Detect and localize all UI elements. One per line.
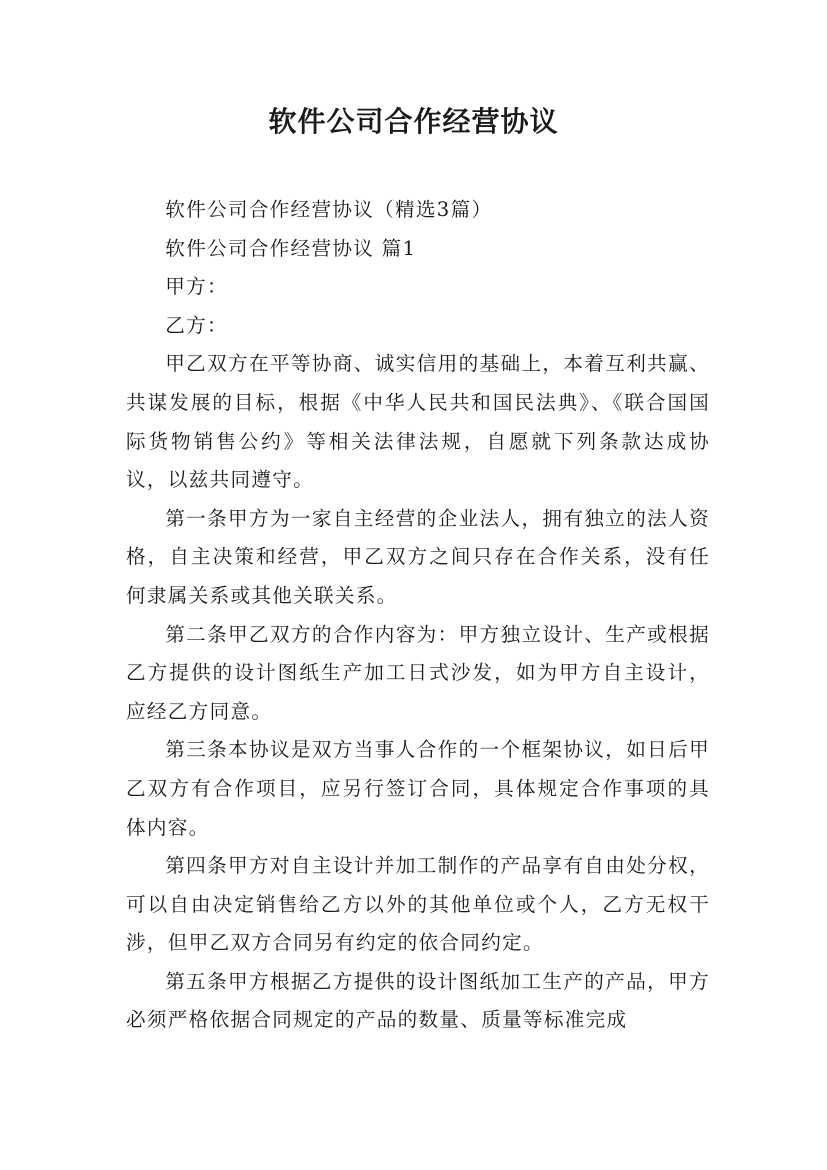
paragraph-preamble: 甲乙双方在平等协商、诚实信用的基础上，本着互利共赢、共谋发展的目标，根据《中华人民共和国民法典》、《联合国国际货物销售公约》等相关法律法规，自愿就下列条款达成协议，以兹共同遵守。 — [126, 352, 710, 492]
paragraph-article-2: 第二条甲乙双方的合作内容为：甲方独立设计、生产或根据乙方提供的设计图纸生产加工日式沙发，如为甲方自主设计，应经乙方同意。 — [126, 622, 710, 723]
paragraph-party-a: 甲方： — [165, 275, 228, 299]
paragraph-article-3: 第三条本协议是双方当事人合作的一个框架协议，如日后甲乙双方有合作项目，应另行签订合同，具体规定合作事项的具体内容。 — [126, 738, 710, 839]
paragraph-party-b: 乙方： — [165, 313, 228, 337]
paragraph-subtitle: 软件公司合作经营协议（精选3篇） — [165, 198, 493, 221]
paragraph-article-5: 第五条甲方根据乙方提供的设计图纸加工生产的产品，甲方必须严格依据合同规定的产品的数量、质量等标准完成 — [126, 969, 710, 1032]
paragraph-article-4: 第四条甲方对自主设计并加工制作的产品享有自由处分权，可以自由决定销售给乙方以外的其他单位或个人，乙方无权干涉，但甲乙双方合同另有约定的依合同约定。 — [126, 854, 710, 955]
document-title: 软件公司合作经营协议 — [268, 105, 559, 138]
document-body — [126, 191, 710, 1040]
paragraph-article-1: 第一条甲方为一家自主经营的企业法人，拥有独立的法人资格，自主决策和经营，甲乙双方之间只存在合作关系，没有任何隶属关系或其他关联关系。 — [126, 506, 710, 607]
paragraph-section-heading: 软件公司合作经营协议 篇1 — [165, 236, 417, 260]
